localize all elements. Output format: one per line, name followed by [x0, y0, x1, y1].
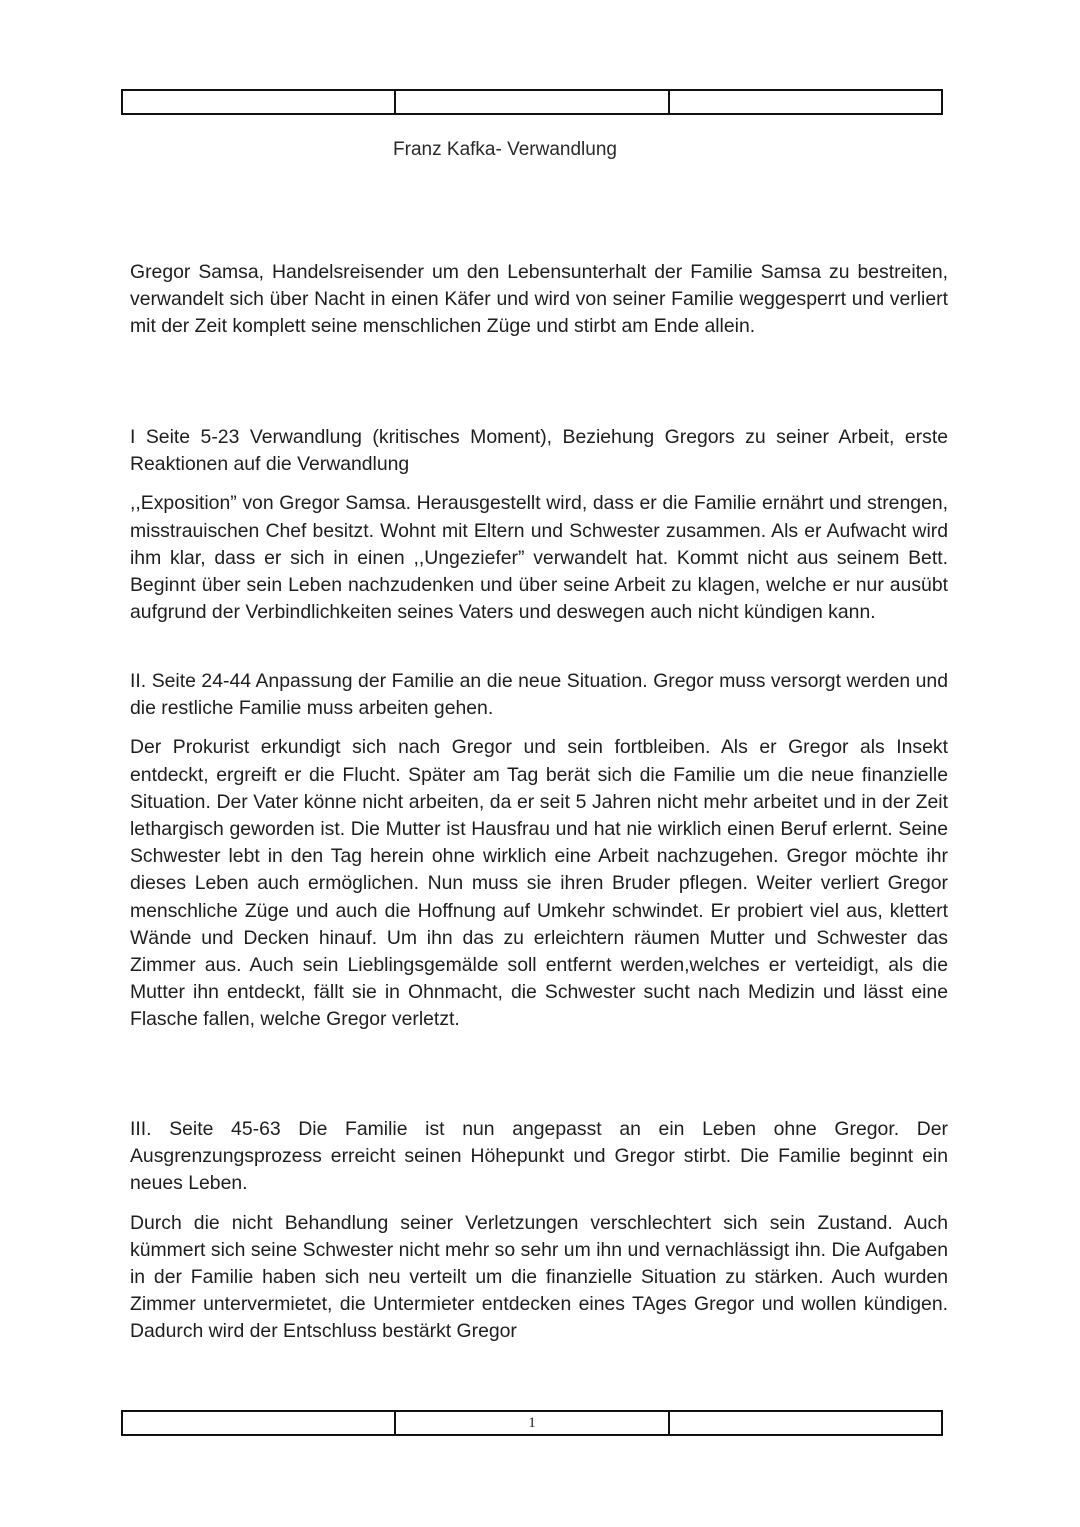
document-title: Franz Kafka- Verwandlung: [393, 139, 617, 160]
section-3: [130, 1116, 948, 1346]
section-2-heading: II. Seite 24-44 Anpassung der Familie an die neue Situation. Gregor muss versorgt werden und die restliche Familie muss arbeiten gehen.: [130, 670, 948, 720]
section-2: [130, 668, 948, 1034]
header-cell-center: [396, 91, 669, 113]
section-3-heading: III. Seite 45-63 Die Familie ist nun angepasst an ein Leben ohne Gregor. Der Ausgrenzungsprozess erreicht seinen Höhepunkt und Gregor stirbt. Die Familie beginnt ein neues Leben.: [130, 1118, 948, 1195]
section-1: [130, 424, 948, 626]
footer-table: [121, 1410, 943, 1436]
intro-paragraph: Gregor Samsa, Handelsreisender um den Lebensunterhalt der Familie Samsa zu bestreiten, verwandelt sich über Nacht in einen Käfer und wird von seiner Familie weggesperrt und verliert mit der Zeit komplett seine menschlichen Züge und stirbt am Ende allein.: [130, 261, 948, 338]
section-2-body: Der Prokurist erkundigt sich nach Gregor und sein fortbleiben. Als er Gregor als Insekt entdeckt, ergreift er die Flucht. Später am Tag berät sich die Familie um die neue finanzielle Situation. Der Vater könne nicht arbeiten, da er seit 5 Jahren nicht mehr arbeitet und in der Zeit lethargisch geworden ist. Die Mutter ist Hausfrau und hat nie wirklich einen Beruf erlernt. Seine Schwester lebt in den Tag herein ohne wirklich eine Arbeit nachzugehen. Gregor möchte ihr dieses Leben auch ermöglichen. Nun muss sie ihren Bruder pflegen. Weiter verliert Gregor menschliche Züge und auch die Hoffnung auf Umkehr schwindet. Er probiert viel aus, klettert Wände und Decken hinauf. Um ihn das zu erleichtern räumen Mutter und Schwester das Zimmer aus. Auch sein Lieblingsgemälde soll entfernt werden,welches er verteidigt, als die Mutter ihn entdeckt, fällt sie in Ohnmacht, die Schwester sucht nach Medizin und lässt eine Flasche fallen, welche Gregor verletzt.: [130, 736, 948, 1031]
page-number: 1: [396, 1412, 669, 1434]
section-1-body: ,,Exposition” von Gregor Samsa. Herausgestellt wird, dass er die Familie ernährt und strengen, misstrauischen Chef besitzt. Wohnt mit Eltern und Schwester zusammen. Als er Aufwacht wird ihm klar, dass er sich in einen ,,Ungeziefer” verwandelt hat. Kommt nicht aus seinem Bett. Beginnt über sein Leben nachzudenken und über seine Arbeit zu klagen, welche er nur ausübt aufgrund der Verbindlichkeiten seines Vaters und deswegen auch nicht kündigen kann.: [130, 492, 948, 624]
section-1-heading: I Seite 5-23 Verwandlung (kritisches Moment), Beziehung Gregors zu seiner Arbeit, erste Reaktionen auf die Verwandlung: [130, 426, 948, 476]
footer-cell-left: [123, 1412, 396, 1434]
footer-cell-right: [670, 1412, 941, 1434]
header-table: [121, 89, 943, 115]
section-3-body: Durch die nicht Behandlung seiner Verletzungen verschlechtert sich sein Zustand. Auch kümmert sich seine Schwester nicht mehr so sehr um ihn und vernachlässigt ihn. Die Aufgaben in der Familie haben sich neu verteilt um die finanzielle Situation zu stärken. Auch wurden Zimmer untervermietet, die Untermieter entdecken eines TAges Gregor und wollen kündigen. Dadurch wird der Entschluss bestärkt Gregor: [130, 1211, 948, 1343]
header-cell-right: [670, 91, 941, 113]
intro-section: [130, 259, 948, 341]
header-cell-left: [123, 91, 396, 113]
